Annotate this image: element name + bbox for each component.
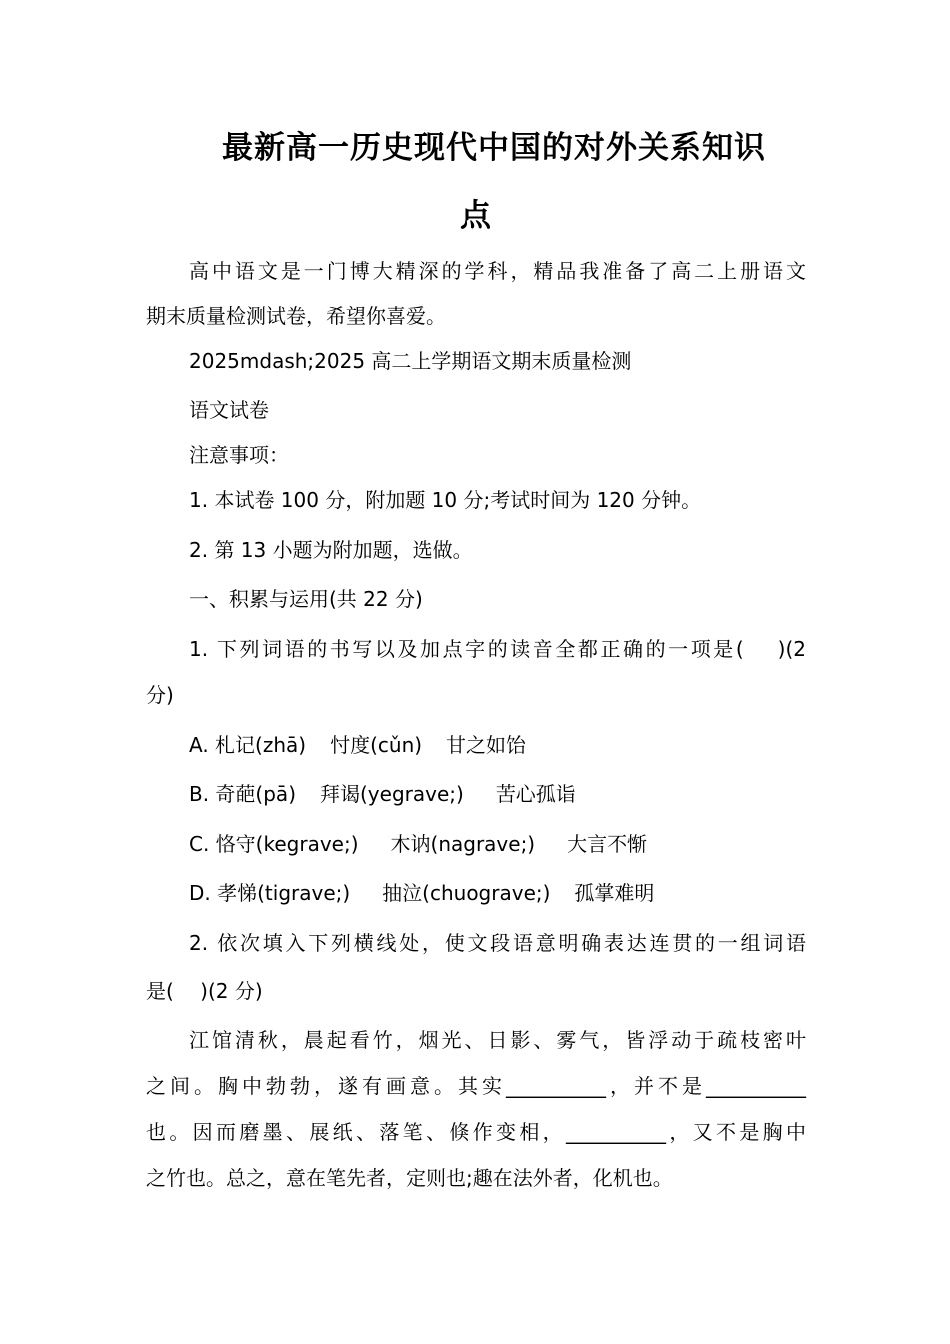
option-d-word2: 抽泣(chuograve;) <box>382 881 551 905</box>
passage-line4: 之竹也。总之，意在笔先者，定则也;趣在法外者，化机也。 <box>146 1166 673 1190</box>
document-title-line2: 点 <box>460 198 492 234</box>
option-b-word2: 拜谒(yegrave;) <box>320 782 464 806</box>
note-2: 2. 第 13 小题为附加题，选做。 <box>189 538 473 562</box>
option-b-word1: B. 奇葩(pā) <box>189 782 296 806</box>
passage-line3: 也。因而磨墨、展纸、落笔、倏作变相，__________，又不是胸中 <box>146 1120 806 1144</box>
note-1: 1. 本试卷 100 分，附加题 10 分;考试时间为 120 分钟。 <box>189 488 702 512</box>
option-a-word3: 甘之如饴 <box>446 733 527 757</box>
option-c-word1: C. 恪守(kegrave;) <box>189 832 359 856</box>
option-a <box>189 731 526 759</box>
option-b <box>189 780 576 808</box>
option-a-word2: 忖度(cǔn) <box>330 733 423 757</box>
intro-line2: 期末质量检测试卷，希望你喜爱。 <box>146 304 446 328</box>
section-heading: 一、积累与运用(共 22 分) <box>189 587 423 611</box>
question-1-line1: 1. 下列词语的书写以及加点字的读音全都正确的一项是( )(2 <box>189 637 806 661</box>
option-c <box>189 830 647 858</box>
exam-subject: 语文试卷 <box>189 398 269 422</box>
passage-line2: 之间。胸中勃勃，遂有画意。其实__________，并不是__________ <box>146 1074 806 1098</box>
question-2-line1: 2. 依次填入下列横线处，使文段语意明确表达连贯的一组词语 <box>189 931 806 955</box>
question-2-line2: 是( )(2 分) <box>146 979 263 1003</box>
exam-header: 2025mdash;2025 高二上学期语文期末质量检测 <box>189 349 632 373</box>
option-d <box>189 879 654 907</box>
option-c-word2: 木讷(nagrave;) <box>390 832 536 856</box>
option-b-word3: 苦心孤诣 <box>495 782 576 806</box>
option-a-word1: A. 札记(zhā) <box>189 733 307 757</box>
question-1-line2: 分) <box>146 683 174 707</box>
intro-line1: 高中语文是一门博大精深的学科，精品我准备了高二上册语文 <box>189 259 806 283</box>
document-title-line1: 最新高一历史现代中国的对外关系知识 <box>222 130 766 166</box>
notes-heading: 注意事项： <box>189 443 289 467</box>
passage-line1: 江馆清秋，晨起看竹，烟光、日影、雾气，皆浮动于疏枝密叶 <box>189 1028 806 1052</box>
option-c-word3: 大言不惭 <box>567 832 648 856</box>
option-d-word3: 孤掌难明 <box>574 881 655 905</box>
option-d-word1: D. 孝悌(tigrave;) <box>189 881 351 905</box>
